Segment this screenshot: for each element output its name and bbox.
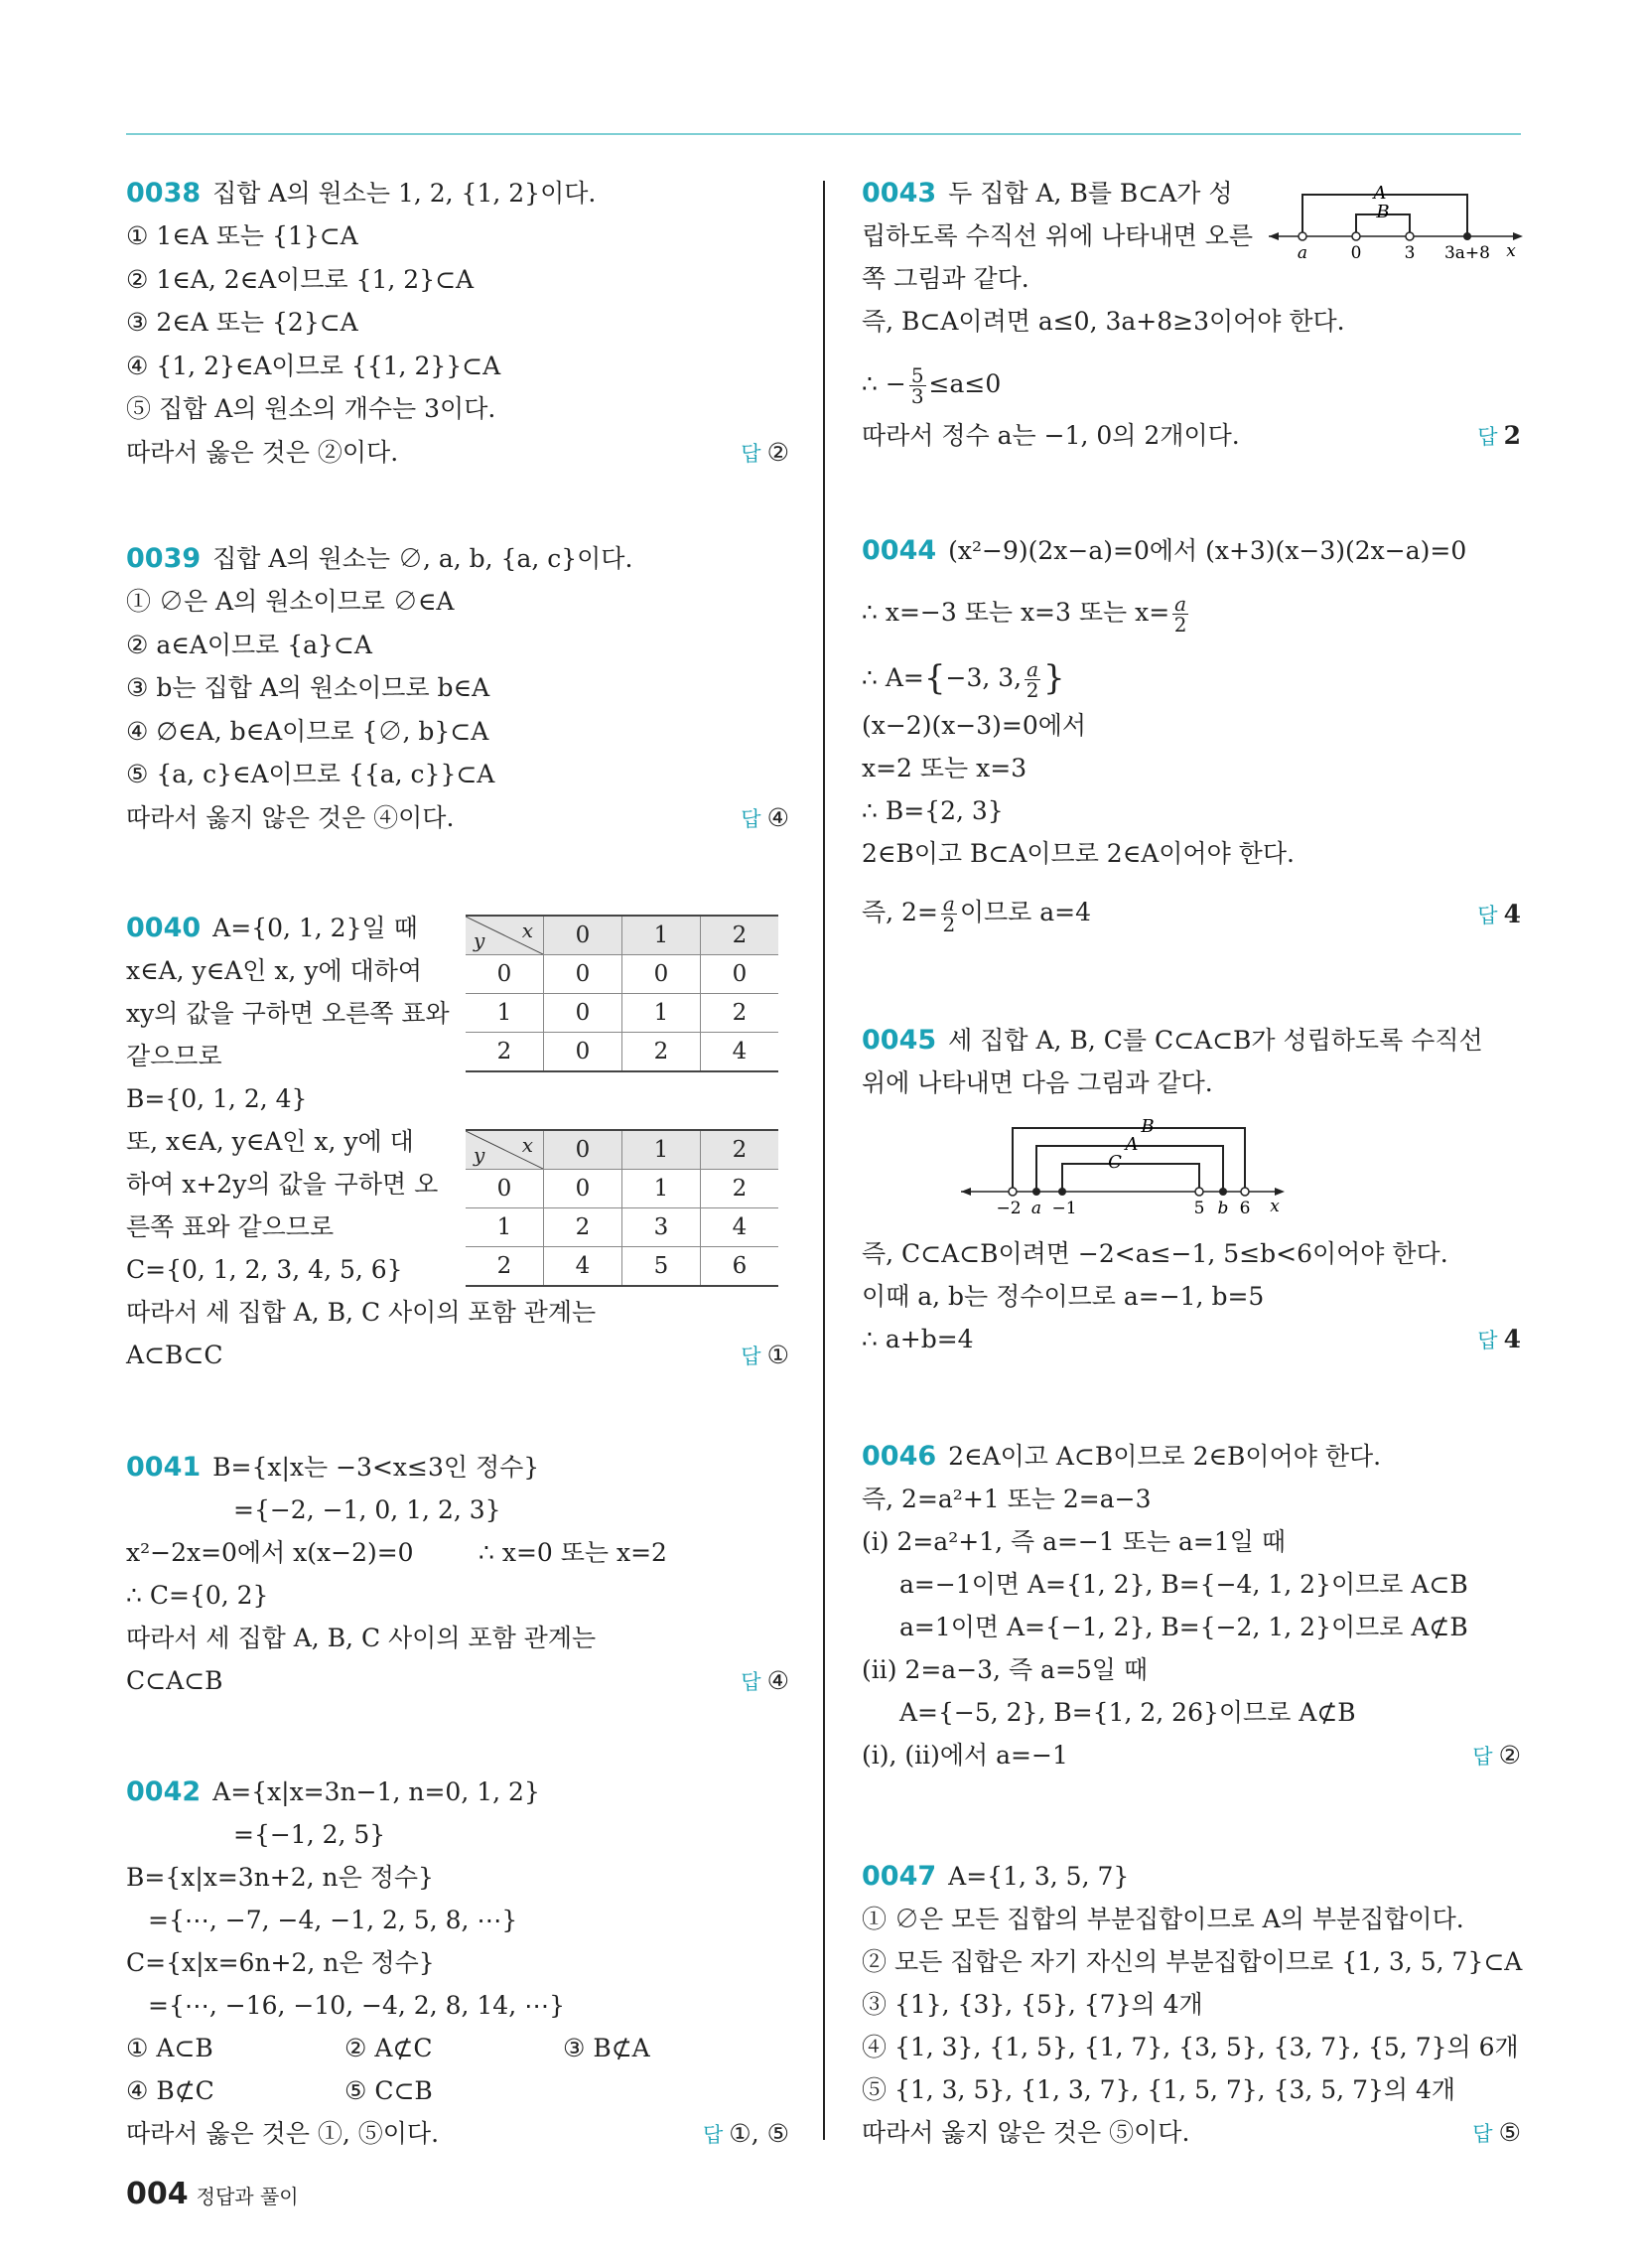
- column-divider: [823, 181, 825, 2140]
- line: ={⋯, −7, −4, −1, 2, 5, 8, ⋯}: [148, 1906, 518, 1934]
- line: ③ b는 집합 A의 원소이므로 b∈A: [126, 673, 490, 702]
- line: xy의 값을 구하면 오른쪽 표와: [126, 999, 450, 1028]
- choice: ⑤ C⊂B: [344, 2076, 433, 2105]
- choice: ① A⊂B: [126, 2034, 213, 2062]
- line: x∈A, y∈A인 x, y에 대하여: [126, 956, 422, 985]
- point-3: [1406, 232, 1414, 240]
- set-a-label: A: [1373, 183, 1387, 204]
- line: 따라서 옳은 것은 ②이다.: [126, 438, 399, 467]
- set-c-bracket: [1062, 1164, 1199, 1192]
- line: (ⅱ) 2=a−3, 즉 a=5일 때: [862, 1655, 1149, 1684]
- tick-label: 3a+8: [1443, 243, 1491, 263]
- axis-arrow-left: [961, 1188, 971, 1196]
- line: 같으므로: [126, 1042, 222, 1070]
- tick-label: 3: [1404, 243, 1416, 263]
- line: B={x|x=3n+2, n은 정수}: [126, 1863, 434, 1892]
- line: A={−5, 2}, B={1, 2, 26}이므로 A⊄B: [899, 1698, 1356, 1727]
- line: 따라서 옳지 않은 것은 ⑤이다.: [862, 2118, 1190, 2147]
- line: A⊂B⊂C: [126, 1341, 223, 1369]
- point-6: [1241, 1188, 1249, 1196]
- point-5: [1195, 1188, 1203, 1196]
- line: 집합 A의 원소는 ∅, a, b, {a, c}이다.: [212, 544, 633, 573]
- point-0: [1352, 232, 1360, 240]
- line: ② a∈A이므로 {a}⊂A: [126, 631, 372, 659]
- footer-title: 정답과 풀이: [196, 2185, 299, 2208]
- line: 따라서 세 집합 A, B, C 사이의 포함 관계는: [126, 1624, 597, 1652]
- line: ∴ a+b=4: [862, 1325, 974, 1353]
- line: B={0, 1, 2, 4}: [126, 1084, 308, 1113]
- problem-number: 0043: [862, 178, 937, 209]
- line: (ⅰ) 2=a²+1, 즉 a=−1 또는 a=1일 때: [862, 1527, 1286, 1556]
- line: 위에 나타내면 다음 그림과 같다.: [862, 1068, 1213, 1097]
- table-row: 1 0 1 2: [466, 994, 778, 1033]
- answer: 답 4: [1477, 900, 1521, 928]
- table-header-cell: 2: [701, 916, 779, 955]
- axis-arrow-left: [1269, 232, 1279, 240]
- table-row: 2 0 2 4: [466, 1033, 778, 1072]
- tick-label: x: [1270, 1197, 1280, 1216]
- answer: 답 ④: [741, 1666, 789, 1695]
- table-header-cell: 1: [622, 916, 701, 955]
- tick-label: 0: [1350, 243, 1362, 263]
- line: 따라서 세 집합 A, B, C 사이의 포함 관계는: [126, 1298, 597, 1327]
- line: x²−2x=0에서 x(x−2)=0: [126, 1538, 414, 1567]
- line: ∴ B={2, 3}: [862, 796, 1004, 825]
- tick-label: 6: [1239, 1199, 1251, 1218]
- line: 하여 x+2y의 값을 구하면 오: [126, 1170, 439, 1199]
- table-header-cell: 0: [544, 916, 622, 955]
- line: ④ {1, 2}∈A이므로 {{1, 2}}⊂A: [126, 352, 501, 380]
- line: 이때 a, b는 정수이므로 a=−1, b=5: [862, 1282, 1265, 1311]
- number-line-figure: [1269, 177, 1527, 266]
- line: ③ {1}, {3}, {5}, {7}의 4개: [862, 1990, 1203, 2019]
- line: A={1, 3, 5, 7}: [948, 1862, 1130, 1891]
- line: 집합 A의 원소는 1, 2, {1, 2}이다.: [212, 179, 597, 208]
- point-neg1: [1058, 1188, 1066, 1196]
- tick-label: −1: [1051, 1199, 1077, 1218]
- line: 립하도록 수직선 위에 나타내면 오른: [862, 221, 1254, 250]
- problem-number: 0047: [862, 1861, 937, 1892]
- fraction: $\frac{a}{2}$: [1026, 657, 1039, 702]
- line: 즉, 2=: [862, 898, 938, 926]
- line: C={x|x=6n+2, n은 정수}: [126, 1948, 435, 1977]
- line: ={−1, 2, 5}: [233, 1820, 386, 1849]
- line: ① ∅은 모든 집합의 부분집합이므로 A의 부분집합이다.: [862, 1905, 1464, 1933]
- table-header-cell: 2: [701, 1130, 779, 1170]
- table-corner: y x: [466, 1130, 544, 1170]
- point-a: [1032, 1188, 1040, 1196]
- problem-number: 0039: [126, 543, 202, 574]
- line: 쪽 그림과 같다.: [862, 264, 1029, 293]
- problem-number: 0042: [126, 1776, 202, 1807]
- line: 2∈A이고 A⊂B이므로 2∈B이어야 한다.: [948, 1442, 1382, 1471]
- point-a: [1299, 232, 1306, 240]
- fraction: $\frac{a}{2}$: [942, 892, 956, 936]
- line: 2∈B이고 B⊂A이므로 2∈A이어야 한다.: [862, 839, 1295, 868]
- line: 즉, C⊂A⊂B이려면 −2<a≤−1, 5≤b<6이어야 한다.: [862, 1239, 1448, 1268]
- line: ④ {1, 3}, {1, 5}, {1, 7}, {3, 5}, {3, 7}, {5, 7}의 6개: [862, 2033, 1519, 2061]
- problem-number: 0041: [126, 1452, 202, 1483]
- number-line-figure: [961, 1114, 1299, 1221]
- set-b-label: B: [1376, 202, 1390, 222]
- table-header-cell: 0: [544, 1130, 622, 1170]
- point-3a8: [1463, 232, 1471, 240]
- tick-label: b: [1217, 1199, 1229, 1218]
- line: ⑤ 집합 A의 원소의 개수는 3이다.: [126, 394, 496, 423]
- problem-number: 0045: [862, 1025, 937, 1056]
- choice: ③ B⊄A: [563, 2034, 650, 2062]
- line: 두 집합 A, B를 B⊂A가 성: [948, 179, 1233, 208]
- tick-label: 5: [1193, 1199, 1205, 1218]
- page-footer: [126, 2177, 299, 2211]
- line: ② 1∈A, 2∈A이므로 {1, 2}⊂A: [126, 265, 475, 294]
- line: 즉, 2=a²+1 또는 2=a−3: [862, 1485, 1152, 1513]
- tick-label: a: [1030, 1199, 1042, 1218]
- line: A={x|x=3n−1, n=0, 1, 2}: [212, 1777, 540, 1806]
- answer: 답 ①: [741, 1341, 789, 1369]
- line: B={x|x는 −3<x≤3인 정수}: [212, 1453, 540, 1482]
- tick-label: x: [1506, 241, 1516, 261]
- point-b: [1219, 1188, 1227, 1196]
- choice: ④ B⊄C: [126, 2076, 214, 2105]
- line: 또, x∈A, y∈A인 x, y에 대: [126, 1127, 414, 1156]
- line: x=2 또는 x=3: [862, 754, 1027, 782]
- table-row: 1 2 3 4: [466, 1208, 778, 1247]
- top-rule: [126, 133, 1521, 135]
- answer: 답 4: [1477, 1325, 1521, 1353]
- line: a=1이면 A={−1, 2}, B={−2, 1, 2}이므로 A⊄B: [899, 1613, 1468, 1641]
- choice: ② A⊄C: [344, 2034, 433, 2062]
- answer: 답 2: [1477, 421, 1521, 450]
- line: ∴ x=0 또는 x=2: [479, 1538, 667, 1567]
- line: ① 1∈A 또는 {1}⊂A: [126, 221, 358, 250]
- fraction: $\frac{5}{3}$: [910, 363, 924, 408]
- line: ⑤ {a, c}∈A이므로 {{a, c}}⊂A: [126, 760, 495, 788]
- problem-number: 0040: [126, 913, 202, 943]
- set-a-label: A: [1125, 1134, 1139, 1155]
- product-table: [466, 915, 778, 1072]
- table-header-cell: 1: [622, 1130, 701, 1170]
- answer: 답 ④: [741, 803, 789, 832]
- line: 른쪽 표와 같으므로: [126, 1212, 335, 1241]
- line: ∴ x=−3 또는 x=3 또는 x=: [862, 598, 1170, 627]
- line: (x−2)(x−3)=0에서: [862, 711, 1087, 740]
- point-neg2: [1009, 1188, 1017, 1196]
- axis-arrow-right: [1275, 1188, 1285, 1196]
- line: ∴ −: [862, 369, 906, 398]
- answer: 답 ②: [741, 438, 789, 467]
- set-c-label: C: [1108, 1152, 1122, 1173]
- line: (ⅰ), (ⅱ)에서 a=−1: [862, 1741, 1068, 1770]
- problem-number: 0038: [126, 178, 202, 209]
- page-number: 004: [126, 2177, 189, 2211]
- line: ∴ C={0, 2}: [126, 1581, 269, 1610]
- problem-number: 0044: [862, 535, 937, 566]
- answer: 답 ⑤: [1472, 2118, 1521, 2147]
- table-row: 0 0 1 2: [466, 1170, 778, 1208]
- line: 따라서 옳은 것은 ①, ⑤이다.: [126, 2119, 440, 2148]
- answer: 답 ①, ⑤: [702, 2119, 789, 2148]
- tick-label: a: [1297, 243, 1308, 263]
- line: ={−2, −1, 0, 1, 2, 3}: [233, 1495, 501, 1524]
- line: 이므로 a=4: [959, 898, 1091, 926]
- line: 따라서 옳지 않은 것은 ④이다.: [126, 803, 455, 832]
- tick-label: −2: [996, 1199, 1022, 1218]
- line: ④ ∅∈A, b∈A이므로 {∅, b}⊂A: [126, 717, 489, 746]
- line: 즉, B⊂A이려면 a≤0, 3a+8≥3이어야 한다.: [862, 307, 1345, 336]
- problem-number: 0046: [862, 1441, 937, 1472]
- line: (x²−9)(2x−a)=0에서 (x+3)(x−3)(2x−a)=0: [948, 536, 1467, 565]
- line: C={0, 1, 2, 3, 4, 5, 6}: [126, 1255, 403, 1284]
- line: −3, 3,: [945, 663, 1023, 692]
- sum-table: [466, 1129, 778, 1287]
- set-b-label: B: [1141, 1116, 1155, 1137]
- fraction: $\frac{a}{2}$: [1173, 592, 1187, 637]
- line: C⊂A⊂B: [126, 1666, 223, 1695]
- line: a=−1이면 A={1, 2}, B={−4, 1, 2}이므로 A⊂B: [899, 1570, 1468, 1599]
- table-corner: y x: [466, 916, 544, 955]
- line: ={⋯, −16, −10, −4, 2, 8, 14, ⋯}: [148, 1991, 566, 2020]
- line: ∴ A=: [862, 663, 924, 692]
- line: ② 모든 집합은 자기 자신의 부분집합이므로 {1, 3, 5, 7}⊂A: [862, 1947, 1523, 1976]
- line: ① ∅은 A의 원소이므로 ∅∈A: [126, 587, 455, 616]
- line: ≤a≤0: [928, 369, 1002, 398]
- table-row: 0 0 0 0: [466, 955, 778, 994]
- line: 세 집합 A, B, C를 C⊂A⊂B가 성립하도록 수직선: [948, 1026, 1483, 1055]
- line: ⑤ {1, 3, 5}, {1, 3, 7}, {1, 5, 7}, {3, 5, 7}의 4개: [862, 2075, 1456, 2104]
- line: A={0, 1, 2}일 때: [212, 914, 418, 942]
- axis-arrow-right: [1513, 232, 1523, 240]
- line: 따라서 정수 a는 −1, 0의 2개이다.: [862, 421, 1240, 450]
- table-row: 2 4 5 6: [466, 1247, 778, 1287]
- line: ③ 2∈A 또는 {2}⊂A: [126, 308, 358, 337]
- answer: 답 ②: [1472, 1741, 1521, 1770]
